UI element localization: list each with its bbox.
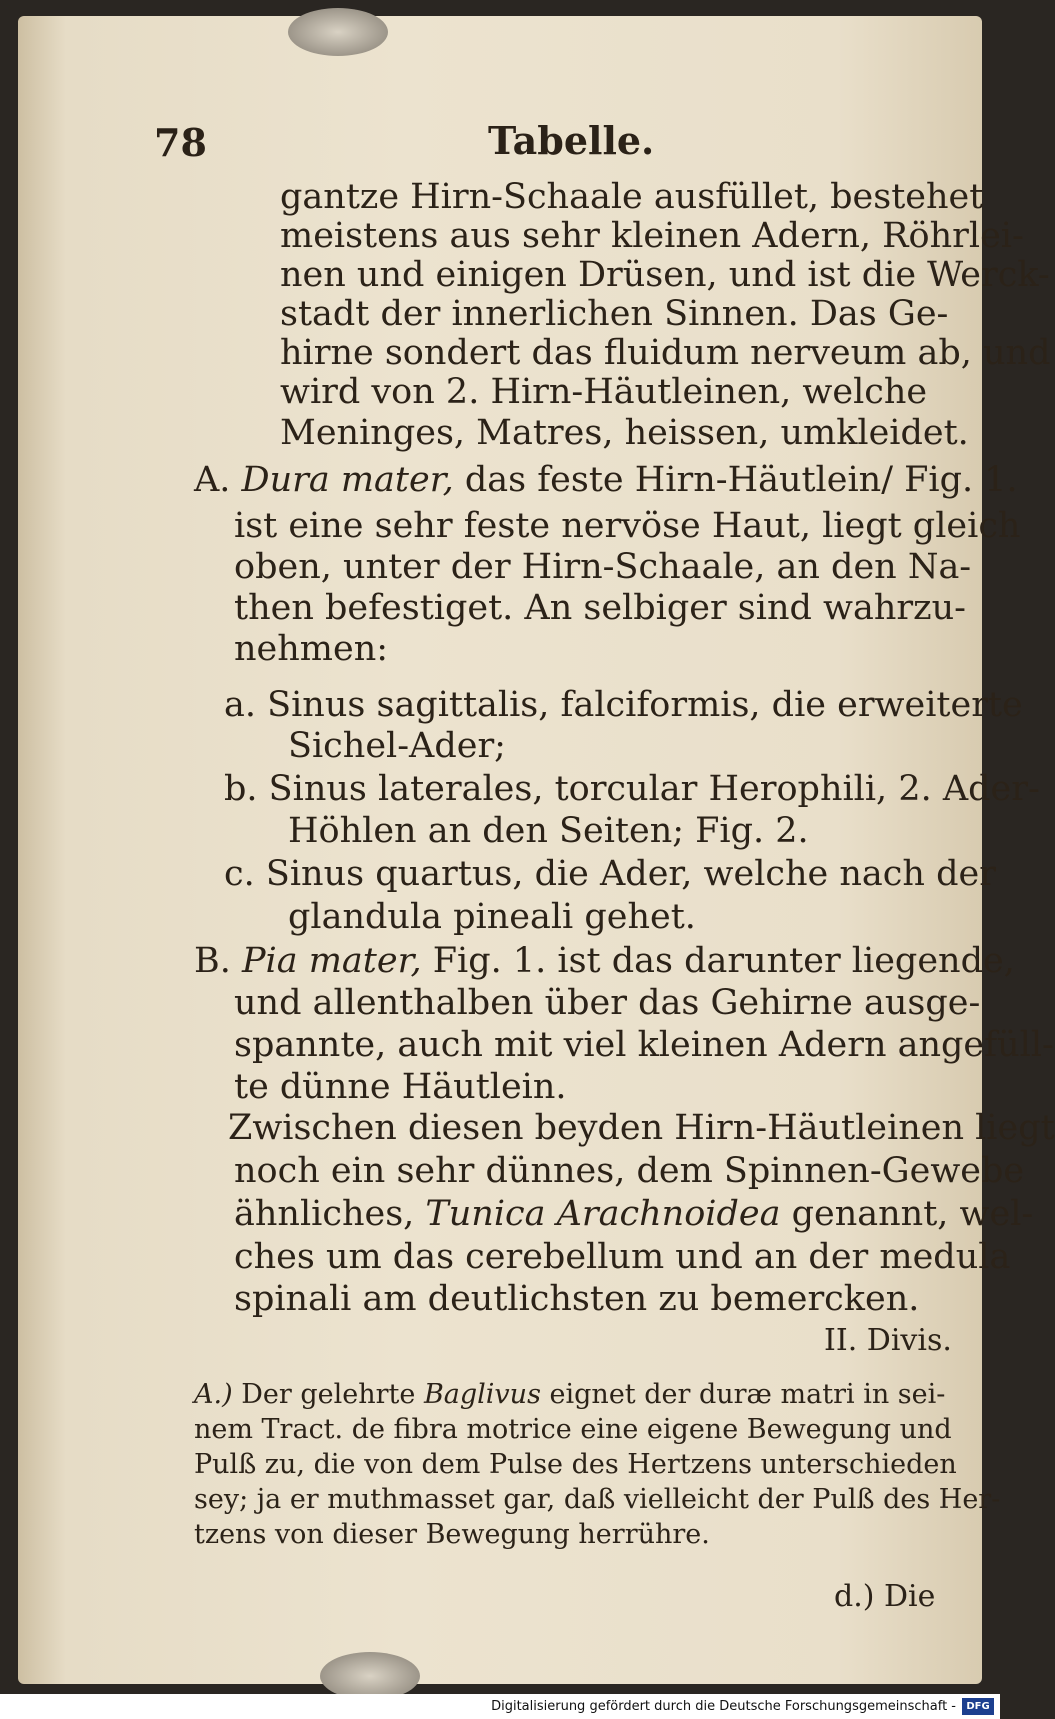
- footnote-catchword: d.) Die: [834, 1579, 936, 1614]
- section-heading-text: das feste Hirn-Häutlein/ Fig. 1.: [464, 460, 1018, 500]
- footnote-marker: A.): [194, 1379, 233, 1410]
- section-b-heading: [194, 940, 1015, 982]
- latin-term: Tunica Arachnoidea: [425, 1194, 781, 1234]
- text-line: nehmen:: [234, 629, 389, 669]
- section-a-heading: [194, 459, 1018, 501]
- list-text: Sinus laterales, torcular Herophili, 2. Ader-: [268, 769, 1040, 809]
- list-marker: b.: [224, 769, 258, 809]
- list-item-b: [224, 768, 1040, 810]
- list-continuation: Sichel-Ader;: [288, 726, 506, 766]
- text-line: wird von 2. Hirn-Häutleinen, welche: [280, 372, 928, 412]
- text-line: Meninges, Matres, heissen, umkleidet.: [280, 413, 969, 453]
- list-item-c: [224, 853, 996, 895]
- list-marker: c.: [224, 854, 255, 894]
- text-run: genannt, wel-: [791, 1194, 1034, 1234]
- list-marker: a.: [224, 685, 256, 725]
- text-line: oben, unter der Hirn-Schaale, an den Na-: [234, 547, 972, 587]
- list-item-a: [224, 684, 1023, 726]
- footnote-line: sey; ja er muthmasset gar, daß vielleicht der Pulß des Her-: [194, 1484, 1001, 1515]
- text-run: Der gelehrte: [241, 1379, 416, 1410]
- latin-term: Dura mater,: [241, 460, 454, 500]
- text-line: gantze Hirn-Schaale ausfüllet, bestehet: [280, 177, 984, 217]
- footnote-line: Pulß zu, die von dem Pulse des Hertzens unterschieden: [194, 1449, 957, 1480]
- text-line: spinali am deutlichsten zu bemercken.: [234, 1279, 920, 1319]
- footnote-line: tzens von dieser Bewegung herrühre.: [194, 1519, 710, 1550]
- text-line: hirne sondert das fluidum nerveum ab, und: [280, 333, 1051, 373]
- text-line: Zwischen diesen beyden Hirn-Häutleinen liegt: [228, 1108, 1055, 1148]
- catchword: II. Divis.: [824, 1323, 952, 1358]
- text-line: nen und einigen Drüsen, und ist die Werck-: [280, 255, 1050, 295]
- dfg-logo: DFG: [962, 1698, 994, 1715]
- text-run: ähnliches,: [234, 1194, 415, 1234]
- footnote-line: [194, 1378, 945, 1412]
- text-line: ist eine sehr feste nervöse Haut, liegt gleich: [234, 506, 1021, 546]
- text-line: spannte, auch mit viel kleinen Adern angefüll-: [234, 1025, 1054, 1065]
- book-page: [18, 16, 1055, 1684]
- running-title: Tabelle.: [488, 118, 655, 163]
- page-clip-bottom: [320, 1652, 420, 1700]
- author-name: Baglivus: [423, 1379, 541, 1410]
- text-line: then befestiget. An selbiger sind wahrzu-: [234, 588, 966, 628]
- section-heading-text: Fig. 1. ist das darunter liegende,: [432, 941, 1015, 981]
- list-continuation: Höhlen an den Seiten; Fig. 2.: [288, 811, 809, 851]
- list-continuation: glandula pineali gehet.: [288, 897, 696, 937]
- section-marker: B.: [194, 941, 231, 981]
- page-number: 78: [154, 120, 207, 165]
- text-line: meistens aus sehr kleinen Adern, Röhrlei-: [280, 216, 1024, 256]
- footer-credit: Digitalisierung gefördert durch die Deutsche Forschungsgemeinschaft -: [0, 1694, 1000, 1719]
- latin-term: Pia mater,: [242, 941, 422, 981]
- text-line: te dünne Häutlein.: [234, 1067, 567, 1107]
- list-text: Sinus quartus, die Ader, welche nach der: [265, 854, 996, 894]
- text-run: eignet der duræ matri in sei-: [549, 1379, 946, 1410]
- text-line: stadt der innerlichen Sinnen. Das Ge-: [280, 294, 949, 334]
- list-text: Sinus sagittalis, falciformis, die erweiterte: [267, 685, 1023, 725]
- section-marker: A.: [194, 460, 231, 500]
- text-line: [234, 1193, 1033, 1235]
- page-clip-top: [288, 8, 388, 56]
- footnote-line: nem Tract. de fibra motrice eine eigene Bewegung und: [194, 1414, 952, 1445]
- text-line: ches um das cerebellum und an der medula: [234, 1237, 1011, 1277]
- text-line: und allenthalben über das Gehirne ausge-: [234, 983, 981, 1023]
- text-line: noch ein sehr dünnes, dem Spinnen-Gewebe: [234, 1151, 1025, 1191]
